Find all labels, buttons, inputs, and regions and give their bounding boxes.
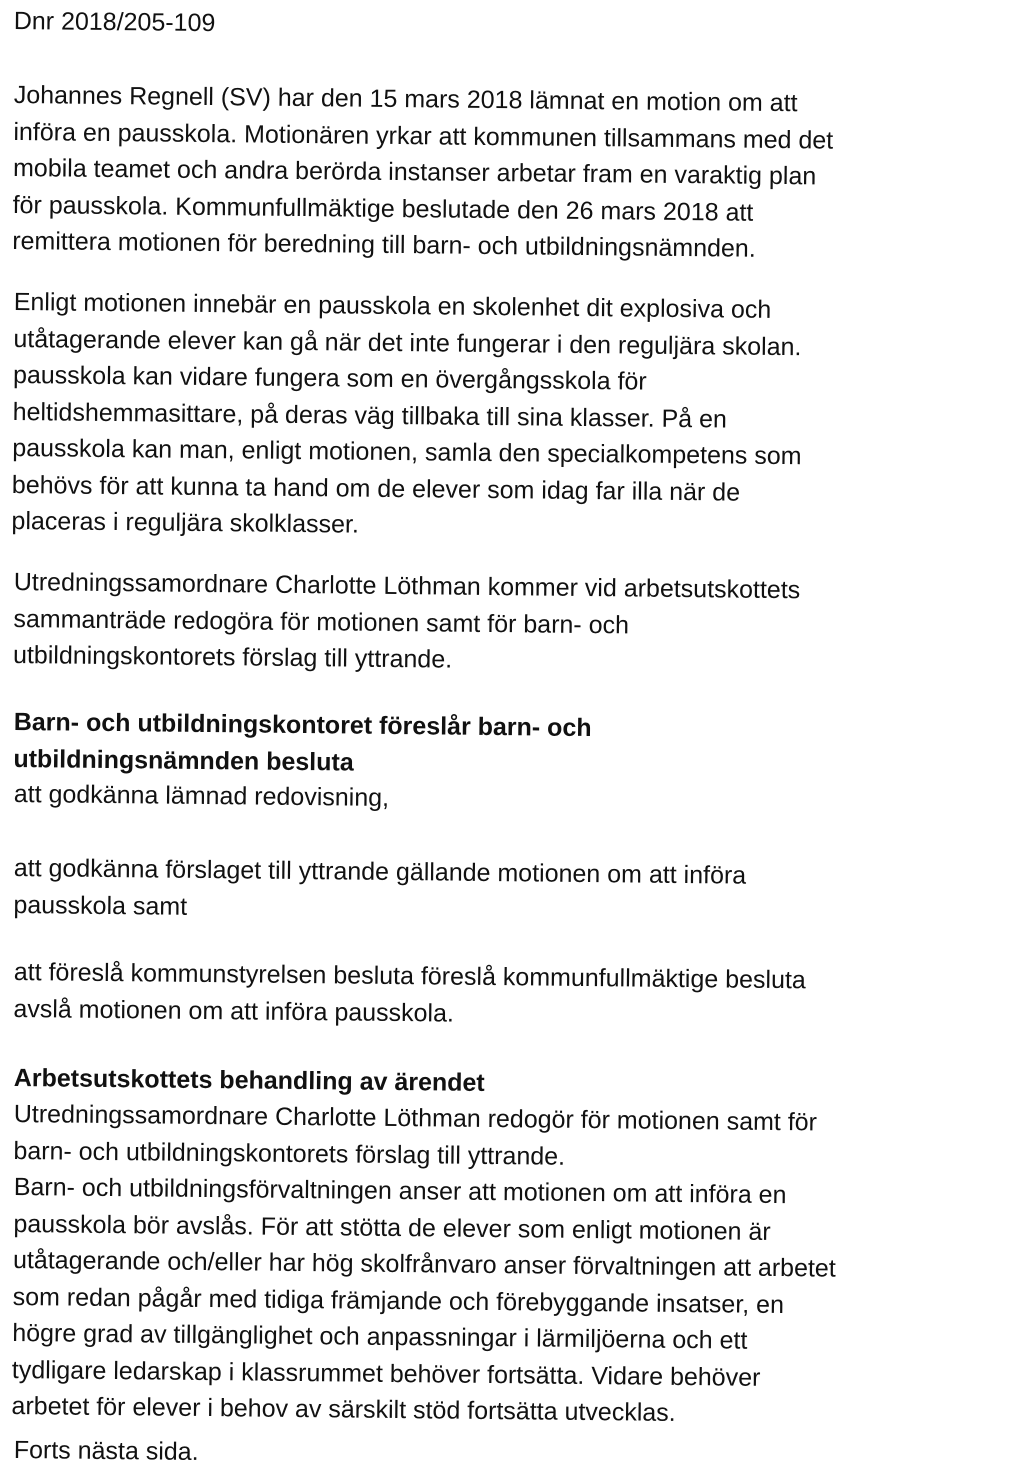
decision-item-1: att godkänna lämnad redovisning, <box>13 779 390 812</box>
committee-handling-heading: Arbetsutskottets behandling av ärendet <box>13 1063 485 1097</box>
committee-presentation-paragraph: Utredningssamordnare Charlotte Löthman redogör för motionen samt för barn- och utbildningskontorets förslag till yttrande. <box>13 1099 818 1171</box>
presentation-paragraph: Utredningssamordnare Charlotte Löthman kommer vid arbetsutskottets sammanträde redogöra för motionen samt för barn- och utbildningskontorets förslag till yttrande. <box>12 567 801 674</box>
motion-description-paragraph: Enligt motionen innebär en pausskola en skolenhet dit explosiva och utåtagerande elever kan gå när det inte fungerar i den reguljära skolan. pausskola kan vidare fungera som en övergångsskola för heltidshemmasittare, på deras väg tillbaka till sina klasser. På en pausskola kan man, enligt motionen, samla den specialkompetens som behövs för att kunna ta hand om de elever som idag far illa när de placeras i reguljära skolklasser. <box>11 287 802 539</box>
decision-item-3: att föreslå kommunstyrelsen besluta föreslå kommunfullmäktige besluta avslå motionen om att införa pausskola. <box>13 957 806 1028</box>
proposal-heading: Barn- och utbildningskontoret föreslår barn- och utbildningsnämnden besluta <box>13 707 592 777</box>
decision-item-2: att godkänna förslaget till yttrande gällande motionen om att införa pausskola samt <box>13 853 747 921</box>
administration-opinion-paragraph: Barn- och utbildningsförvaltningen anser att motionen om att införa en pausskola bör avslås. För att stötta de elever som enligt motionen är utåtagerande och/eller har hög skolfrånvaro anser förvaltningen att arbetet som redan pågår med tidiga främjande och förebyggande insatser, en högre grad av tillgänglighet och anpassningar i lärmiljöerna och ett tydligare ledarskap i klassrummet behöver fortsätta. Vidare behöver arbetet för elever i behov av särskilt stöd fortsätta utvecklas. <box>11 1172 836 1427</box>
document-reference-number: Dnr 2018/205-109 <box>13 6 216 38</box>
motion-background-paragraph: Johannes Regnell (SV) har den 15 mars 2018 lämnat en motion om att införa en pausskola. Motionären yrkar att kommunen tillsammans med det mobila teamet och andra berörda instanser arbetar fram en varaktig plan för pausskola. Kommunfullmäktige beslutade den 26 mars 2018 att remittera motionen för beredning till barn- och utbildningsnämnden. <box>12 80 834 263</box>
continued-next-page-note: Forts nästa sida. <box>13 1435 199 1466</box>
